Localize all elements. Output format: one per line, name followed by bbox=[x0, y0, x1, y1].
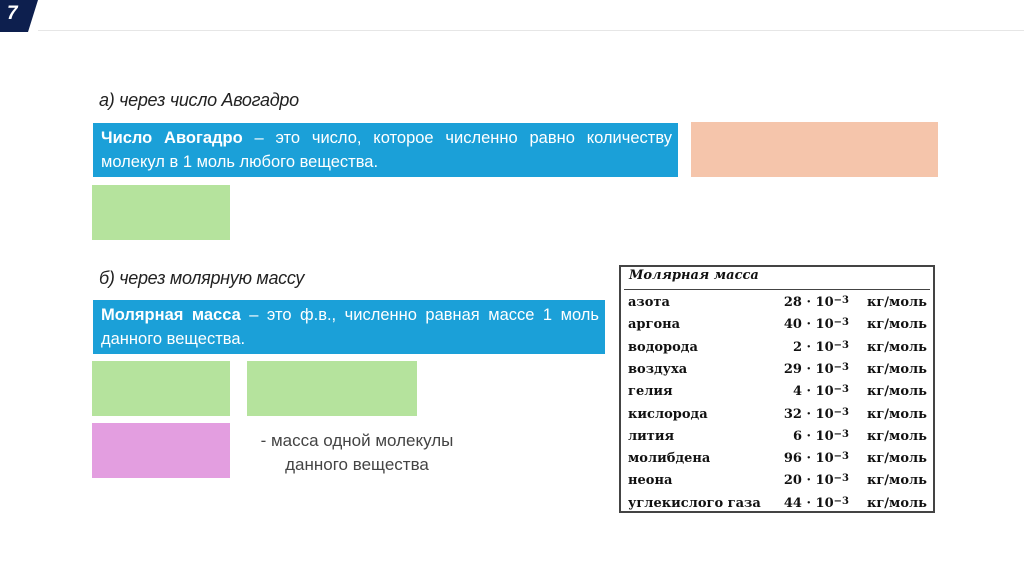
molar-mass-value bbox=[793, 384, 849, 399]
unit-label: кг/моль bbox=[866, 339, 927, 355]
molar-mass-value bbox=[784, 407, 849, 422]
note-line-2: данного вещества bbox=[285, 455, 429, 474]
formula-placeholder-peach bbox=[691, 122, 938, 177]
substance-name: водорода bbox=[628, 339, 698, 355]
table-row bbox=[628, 358, 927, 380]
value-mantissa: 4 · 10 bbox=[792, 384, 834, 400]
molecule-mass-note bbox=[242, 429, 472, 477]
formula-placeholder-green-a bbox=[92, 185, 230, 240]
unit-label: кг/моль bbox=[866, 428, 927, 444]
value-exponent: −3 bbox=[833, 317, 849, 329]
value-mantissa: 20 · 10 bbox=[783, 473, 834, 489]
section-a-heading: а) через число Авогадро bbox=[99, 90, 299, 110]
table-row bbox=[628, 380, 927, 402]
header-divider bbox=[38, 30, 1024, 31]
substance-name: воздуха bbox=[628, 361, 688, 377]
value-exponent: −3 bbox=[833, 295, 849, 306]
value-exponent: −3 bbox=[833, 473, 849, 485]
value-mantissa: 29 · 10 bbox=[783, 361, 834, 377]
unit-label: кг/моль bbox=[866, 451, 927, 467]
value-exponent: −3 bbox=[833, 406, 849, 418]
table-row bbox=[628, 313, 927, 335]
note-line-1: - масса одной молекулы bbox=[260, 431, 454, 450]
molar-mass-value bbox=[784, 317, 849, 332]
substance-name: молибдена bbox=[628, 451, 711, 467]
avogadro-definition bbox=[93, 123, 678, 177]
table-row bbox=[628, 336, 927, 358]
value-mantissa: 6 · 10 bbox=[792, 428, 834, 444]
molar-table-title: Молярная масса bbox=[629, 268, 759, 283]
unit-label: кг/моль bbox=[866, 384, 927, 400]
unit-label: кг/моль bbox=[866, 295, 927, 310]
molar-mass-table bbox=[619, 265, 935, 513]
molar-mass-term: Молярная масса bbox=[101, 306, 241, 324]
slide-number-badge bbox=[0, 0, 38, 32]
table-row bbox=[628, 492, 927, 514]
value-exponent: −3 bbox=[833, 495, 849, 507]
value-mantissa: 44 · 10 bbox=[783, 495, 834, 511]
formula-placeholder-green-b1 bbox=[92, 361, 230, 416]
substance-name: аргона bbox=[628, 317, 681, 333]
molar-mass-value bbox=[784, 362, 849, 377]
table-row bbox=[628, 403, 927, 425]
molar-mass-definition bbox=[93, 300, 605, 354]
substance-name: гелия bbox=[628, 384, 673, 400]
value-exponent: −3 bbox=[833, 339, 849, 351]
molar-mass-value bbox=[784, 295, 849, 310]
molar-mass-value bbox=[784, 496, 849, 511]
value-exponent: −3 bbox=[833, 451, 849, 463]
value-mantissa: 32 · 10 bbox=[783, 406, 834, 422]
table-row bbox=[628, 425, 927, 447]
molar-mass-value bbox=[793, 340, 849, 355]
value-exponent: −3 bbox=[833, 428, 849, 440]
avogadro-definition-text: – это число, которое численно равно количеству молекул в 1 моль любого вещества. bbox=[101, 129, 672, 171]
substance-name: кислорода bbox=[628, 406, 708, 422]
unit-label: кг/моль bbox=[866, 495, 927, 511]
formula-placeholder-green-b2 bbox=[247, 361, 417, 416]
unit-label: кг/моль bbox=[866, 317, 927, 333]
table-row bbox=[628, 447, 927, 469]
table-row bbox=[628, 291, 927, 313]
substance-name: углекислого газа bbox=[628, 495, 761, 511]
molar-mass-definition-text: – это ф.в., численно равная массе 1 моль данного вещества. bbox=[101, 306, 599, 348]
molar-mass-value bbox=[784, 473, 849, 488]
table-row bbox=[628, 469, 927, 491]
molar-mass-value bbox=[784, 451, 849, 466]
molar-mass-value bbox=[793, 429, 849, 444]
substance-name: лития bbox=[628, 428, 675, 444]
value-mantissa: 2 · 10 bbox=[792, 339, 834, 355]
substance-name: азота bbox=[628, 295, 670, 310]
badge-shape bbox=[0, 0, 38, 32]
avogadro-term: Число Авогадро bbox=[101, 129, 243, 147]
formula-placeholder-pink bbox=[92, 423, 230, 478]
value-exponent: −3 bbox=[833, 361, 849, 373]
section-b-heading: б) через молярную массу bbox=[99, 268, 305, 288]
unit-label: кг/моль bbox=[866, 473, 927, 489]
value-mantissa: 40 · 10 bbox=[783, 317, 834, 333]
value-mantissa: 28 · 10 bbox=[783, 295, 834, 310]
value-exponent: −3 bbox=[833, 384, 849, 396]
slide-number: 7 bbox=[7, 3, 18, 24]
table-title-divider bbox=[624, 289, 930, 290]
unit-label: кг/моль bbox=[866, 406, 927, 422]
substance-name: неона bbox=[628, 473, 673, 489]
unit-label: кг/моль bbox=[866, 361, 927, 377]
value-mantissa: 96 · 10 bbox=[783, 451, 834, 467]
